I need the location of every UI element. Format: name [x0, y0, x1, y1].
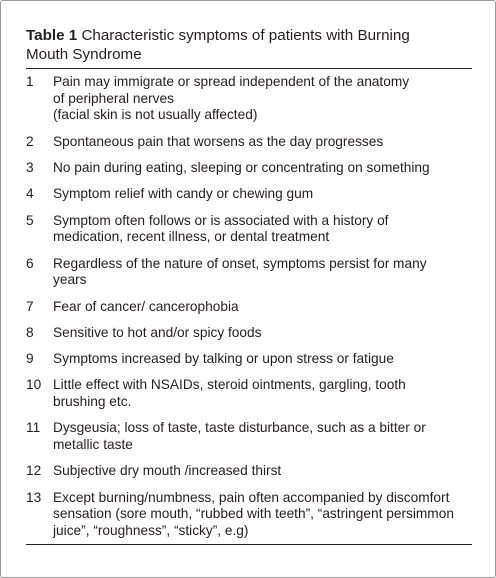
- row-text: [53, 463, 472, 480]
- row-text-line: Pain may immigrate or spread independent of the anatomy: [53, 74, 410, 89]
- row-number: 5: [26, 212, 34, 228]
- row-text: [53, 490, 472, 540]
- caption-text-line-2: Mouth Syndrome: [26, 46, 142, 63]
- row-text-line: No pain during eating, sleeping or concentrating on something: [53, 160, 430, 175]
- row-text: [53, 74, 472, 124]
- row-number: 3: [26, 160, 34, 175]
- row-text: [53, 377, 472, 410]
- row-text-line: Subjective dry mouth /increased thirst: [53, 463, 282, 479]
- row-text: [53, 351, 472, 368]
- row-text-line: medication, recent illness, or dental treatment: [53, 229, 330, 245]
- row-text: [53, 299, 472, 316]
- row-text-line: Symptom relief with candy or chewing gum: [53, 186, 314, 202]
- row-text-line: Spontaneous pain that worsens as the day progresses: [53, 133, 384, 149]
- table-row: [26, 351, 472, 368]
- row-text: [53, 186, 472, 203]
- symptoms-table: [26, 26, 472, 545]
- table-bottom-rule: [26, 544, 472, 545]
- row-text-line: years: [53, 272, 87, 288]
- row-text-line: Little effect with NSAIDs, steroid ointments, gargling, tooth: [53, 377, 406, 393]
- table-row: [26, 74, 472, 124]
- row-number: 6: [26, 255, 34, 271]
- table-row: [26, 160, 472, 177]
- row-text: [53, 420, 472, 453]
- row-text-line: of peripheral nerves: [53, 90, 174, 106]
- table-row: [26, 463, 472, 480]
- row-text: [53, 213, 472, 246]
- table-row: [26, 213, 472, 246]
- row-text-line: (facial skin is not usually affected): [53, 107, 258, 123]
- row-text-line: Symptoms increased by talking or upon stress or fatigue: [53, 351, 394, 367]
- row-number: 2: [26, 133, 34, 149]
- row-number: 10: [26, 377, 42, 393]
- row-text: [53, 160, 472, 177]
- table-row: [26, 256, 472, 289]
- table-row: [26, 299, 472, 316]
- table-row: [26, 420, 472, 453]
- table-body: [26, 69, 472, 544]
- row-number: 1: [26, 74, 34, 89]
- row-text-line: Dysgeusia; loss of taste, taste disturbance, such as a bitter or: [53, 420, 426, 436]
- row-text-line: Except burning/numbness, pain often accompanied by discomfort: [53, 489, 450, 505]
- row-number: 9: [26, 351, 34, 367]
- row-number: 7: [26, 298, 34, 314]
- table-row: [26, 186, 472, 203]
- table-caption: [26, 26, 472, 68]
- caption-text-line-1: Characteristic symptoms of patients with Burning: [77, 27, 410, 44]
- table-label: Table 1: [26, 27, 78, 44]
- row-text-line: Sensitive to hot and/or spicy foods: [53, 324, 262, 340]
- row-text: [53, 256, 472, 289]
- row-number: 4: [26, 186, 34, 202]
- table-row: [26, 377, 472, 410]
- row-text-line: metallic taste: [53, 437, 133, 453]
- row-number: 11: [26, 420, 41, 436]
- row-text-line: juice”, “roughness”, “sticky”, e.g): [53, 523, 249, 539]
- row-number: 13: [26, 489, 42, 505]
- row-text-line: Regardless of the nature of onset, symptoms persist for many: [53, 255, 427, 271]
- row-text: [53, 325, 472, 342]
- row-number: 8: [26, 324, 34, 340]
- row-text-line: Fear of cancer/ cancerophobia: [53, 298, 239, 314]
- row-text: [53, 134, 472, 151]
- row-text-line: brushing etc.: [53, 394, 132, 410]
- table-row: [26, 325, 472, 342]
- table-row: [26, 490, 472, 540]
- row-number: 12: [26, 463, 42, 479]
- row-text-line: sensation (sore mouth, “rubbed with teeth”, “astringent persimmon: [53, 506, 454, 522]
- table-row: [26, 134, 472, 151]
- row-text-line: Symptom often follows or is associated with a history of: [53, 212, 389, 228]
